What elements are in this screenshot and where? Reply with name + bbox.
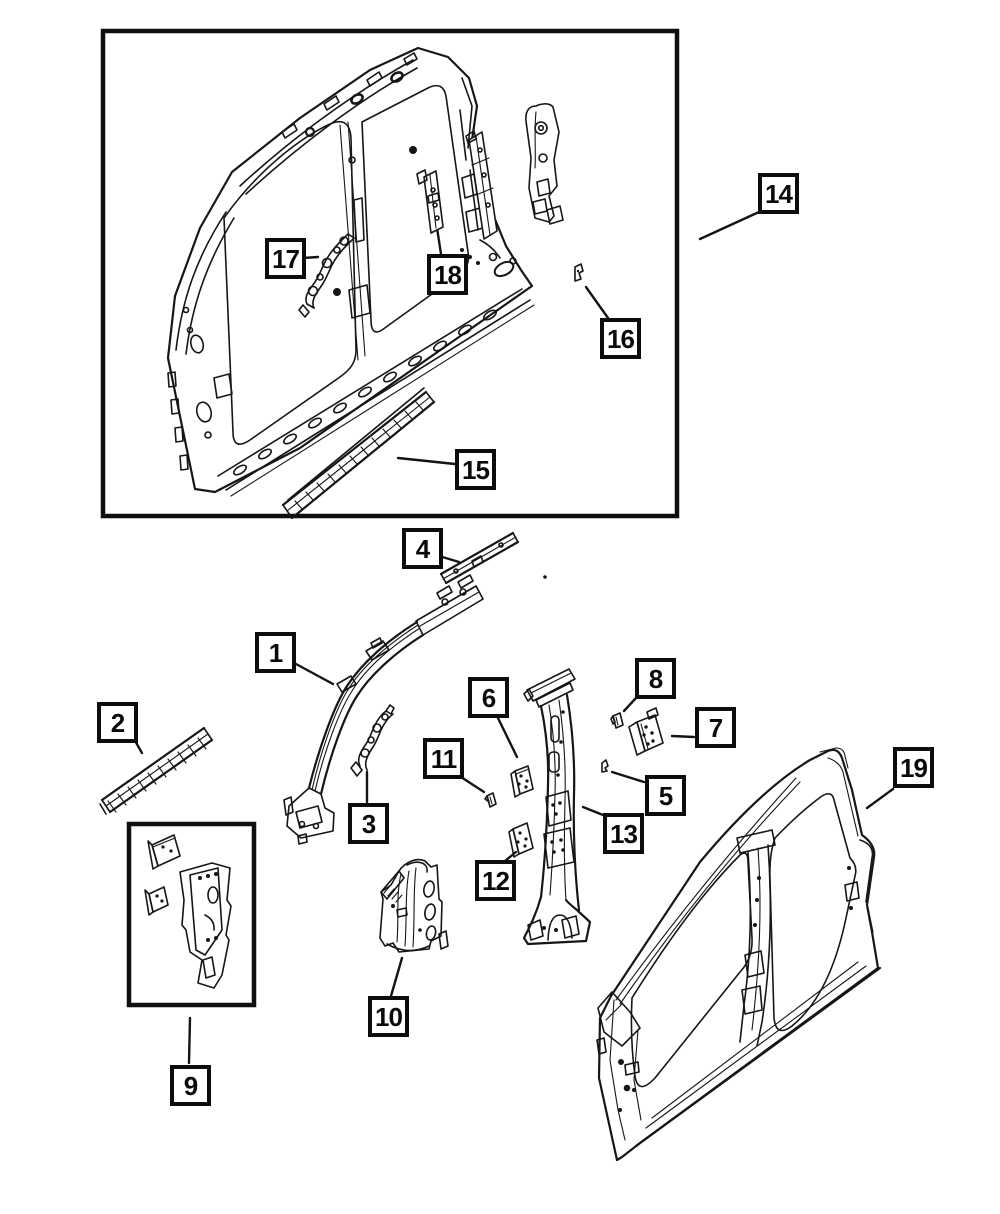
part-12-bracket xyxy=(509,823,533,857)
callout-2[interactable]: 2 xyxy=(97,702,138,743)
part-10-bracket xyxy=(380,860,448,952)
part-7-bracket xyxy=(629,708,663,755)
callout-6[interactable]: 6 xyxy=(468,677,509,718)
part-13-b-pillar-inner xyxy=(524,669,590,944)
assembly-frame-box xyxy=(103,31,677,516)
callout-4[interactable]: 4 xyxy=(402,528,443,569)
leader-lines xyxy=(134,212,893,1063)
callout-3[interactable]: 3 xyxy=(348,803,389,844)
part-3-reinforcement-strip xyxy=(351,705,394,776)
part-18-pillar-reinforcements xyxy=(417,131,497,239)
callout-7[interactable]: 7 xyxy=(695,707,736,748)
part-9-bracket-group xyxy=(145,835,231,988)
part-8-clip xyxy=(611,713,623,728)
callout-12[interactable]: 12 xyxy=(475,860,516,901)
part-16-clip xyxy=(575,264,583,281)
callout-10[interactable]: 10 xyxy=(368,996,409,1037)
callout-15[interactable]: 15 xyxy=(455,449,496,490)
callout-8[interactable]: 8 xyxy=(635,658,676,699)
part-19-aperture-outer-panel xyxy=(597,748,880,1160)
part-11-clip xyxy=(485,793,496,807)
callout-13[interactable]: 13 xyxy=(603,813,644,854)
callout-14[interactable]: 14 xyxy=(758,173,799,214)
callout-1[interactable]: 1 xyxy=(255,632,296,673)
callout-19[interactable]: 19 xyxy=(893,747,934,788)
callout-11[interactable]: 11 xyxy=(423,738,464,779)
callout-16[interactable]: 16 xyxy=(600,318,641,359)
part-14-aperture-inner-assembly xyxy=(168,48,534,496)
c-pillar-reinforcement-drawing xyxy=(526,104,563,224)
part-17-reinforcement-strip xyxy=(299,234,354,317)
speck xyxy=(543,575,547,579)
callout-18[interactable]: 18 xyxy=(427,254,468,295)
part-4-rail-strip xyxy=(441,533,518,583)
part-5-clip xyxy=(602,760,608,772)
callout-5[interactable]: 5 xyxy=(645,775,686,816)
part-6-bracket xyxy=(511,766,533,797)
callout-9[interactable]: 9 xyxy=(170,1065,211,1106)
callout-17[interactable]: 17 xyxy=(265,238,306,279)
